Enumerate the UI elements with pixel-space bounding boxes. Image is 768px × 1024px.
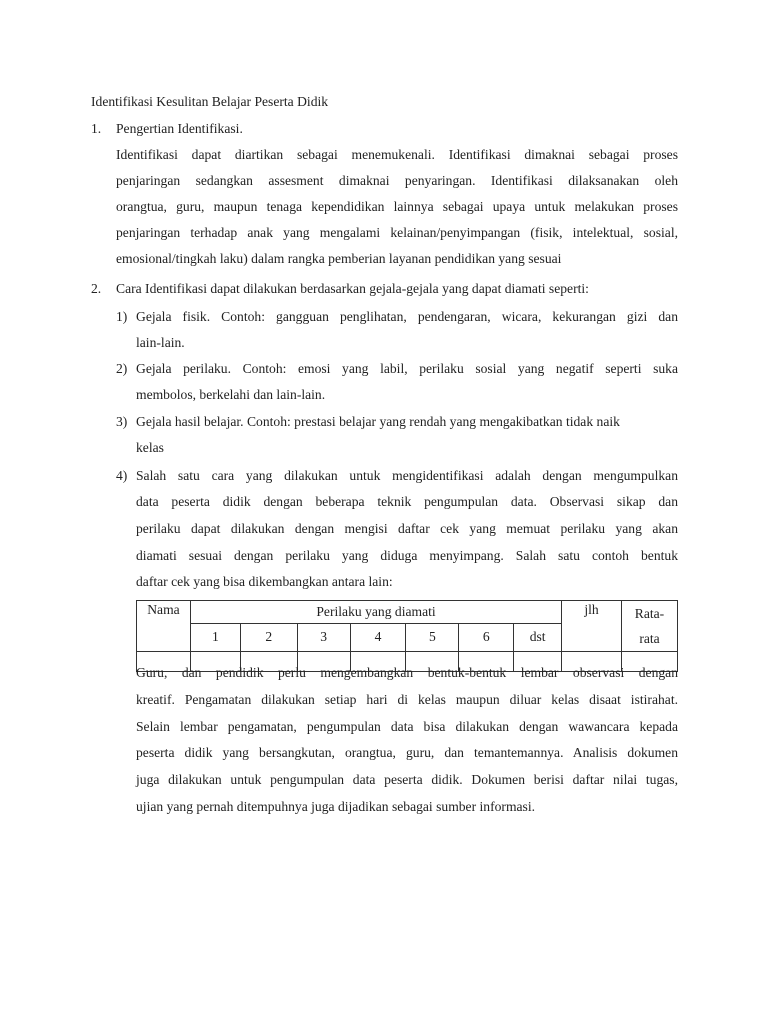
closing-line: Guru, dan pendidik perlu mengembangkan bentuk-bentuk lembar observasi dengan: [136, 665, 678, 680]
header-jlh: jlh: [562, 601, 622, 652]
item-number: 4): [116, 468, 128, 483]
closing-line: Selain lembar pengamatan, pengumpulan data bisa dilakukan dengan wawancara kepada: [136, 719, 678, 734]
paragraph-line: orangtua, guru, maupun tenaga kependidikan lainnya sebagai upaya untuk melakukan proses: [116, 199, 678, 214]
closing-line: ujian yang pernah ditempuhnya juga dijadikan sebagai sumber informasi.: [136, 799, 536, 814]
paragraph-line: emosional/tingkah laku) dalam rangka pemberian layanan pendidikan yang sesuai: [116, 251, 562, 266]
header-rata-rata: Rata- rata: [622, 601, 678, 652]
header-col: dst: [514, 623, 562, 651]
header-col: 6: [459, 623, 514, 651]
document-title: Identifikasi Kesulitan Belajar Peserta Didik: [91, 94, 329, 109]
header-col: 3: [297, 623, 350, 651]
item-line: lain-lain.: [136, 335, 185, 350]
item-line: Gejala hasil belajar. Contoh: prestasi belajar yang rendah yang mengakibatkan tidak naik: [136, 414, 620, 429]
section-heading: Pengertian Identifikasi.: [116, 121, 243, 136]
header-nama: Nama: [137, 601, 191, 652]
header-col: 5: [406, 623, 459, 651]
closing-line: juga dilakukan untuk pengumpulan data peserta didik. Dokumen berisi daftar nilai tugas,: [136, 772, 678, 787]
item-line: daftar cek yang bisa dikembangkan antara lain:: [136, 574, 393, 589]
header-col: 4: [350, 623, 406, 651]
section-heading: Cara Identifikasi dapat dilakukan berdasarkan gejala-gejala yang dapat diamati seperti:: [116, 281, 589, 296]
paragraph-line: penjaringan sedangkan assesment dimaknai penyaringan. Identifikasi dilaksanakan oleh: [116, 173, 678, 188]
item-line: diamati sesuai dengan perilaku yang diduga menyimpang. Salah satu contoh bentuk: [136, 548, 678, 563]
item-number: 3): [116, 414, 128, 429]
section-number: 2.: [91, 281, 102, 296]
item-line: Salah satu cara yang dilakukan untuk mengidentifikasi adalah dengan mengumpulkan: [136, 468, 678, 483]
closing-line: kreatif. Pengamatan dilakukan setiap hari di kelas maupun diluar kelas disaat istirahat.: [136, 692, 678, 707]
header-perilaku: Perilaku yang diamati: [190, 601, 561, 624]
checklist-table: [136, 600, 678, 672]
item-line: membolos, berkelahi dan lain-lain.: [136, 387, 326, 402]
item-line: data peserta didik dengan beberapa teknik pengumpulan data. Observasi sikap dan: [136, 494, 678, 509]
section-number: 1.: [91, 121, 102, 136]
item-line: perilaku dapat dilakukan dengan mengisi daftar cek yang memuat perilaku yang akan: [136, 521, 678, 536]
item-line: Gejala perilaku. Contoh: emosi yang labil, perilaku sosial yang negatif seperti suka: [136, 361, 678, 376]
paragraph-line: Identifikasi dapat diartikan sebagai menemukenali. Identifikasi dimaknai sebagai proses: [116, 147, 678, 162]
item-number: 1): [116, 309, 128, 324]
item-number: 2): [116, 361, 128, 376]
closing-line: peserta didik yang bersangkutan, orangtua, guru, dan temantemannya. Analisis dokumen: [136, 745, 678, 760]
item-line: kelas: [136, 440, 164, 455]
header-col: 2: [240, 623, 297, 651]
paragraph-line: penjaringan terhadap anak yang mengalami kelainan/penyimpangan (fisik, intelektual, sosial,: [116, 225, 678, 240]
header-col: 1: [190, 623, 240, 651]
item-line: Gejala fisik. Contoh: gangguan penglihatan, pendengaran, wicara, kekurangan gizi dan: [136, 309, 678, 324]
